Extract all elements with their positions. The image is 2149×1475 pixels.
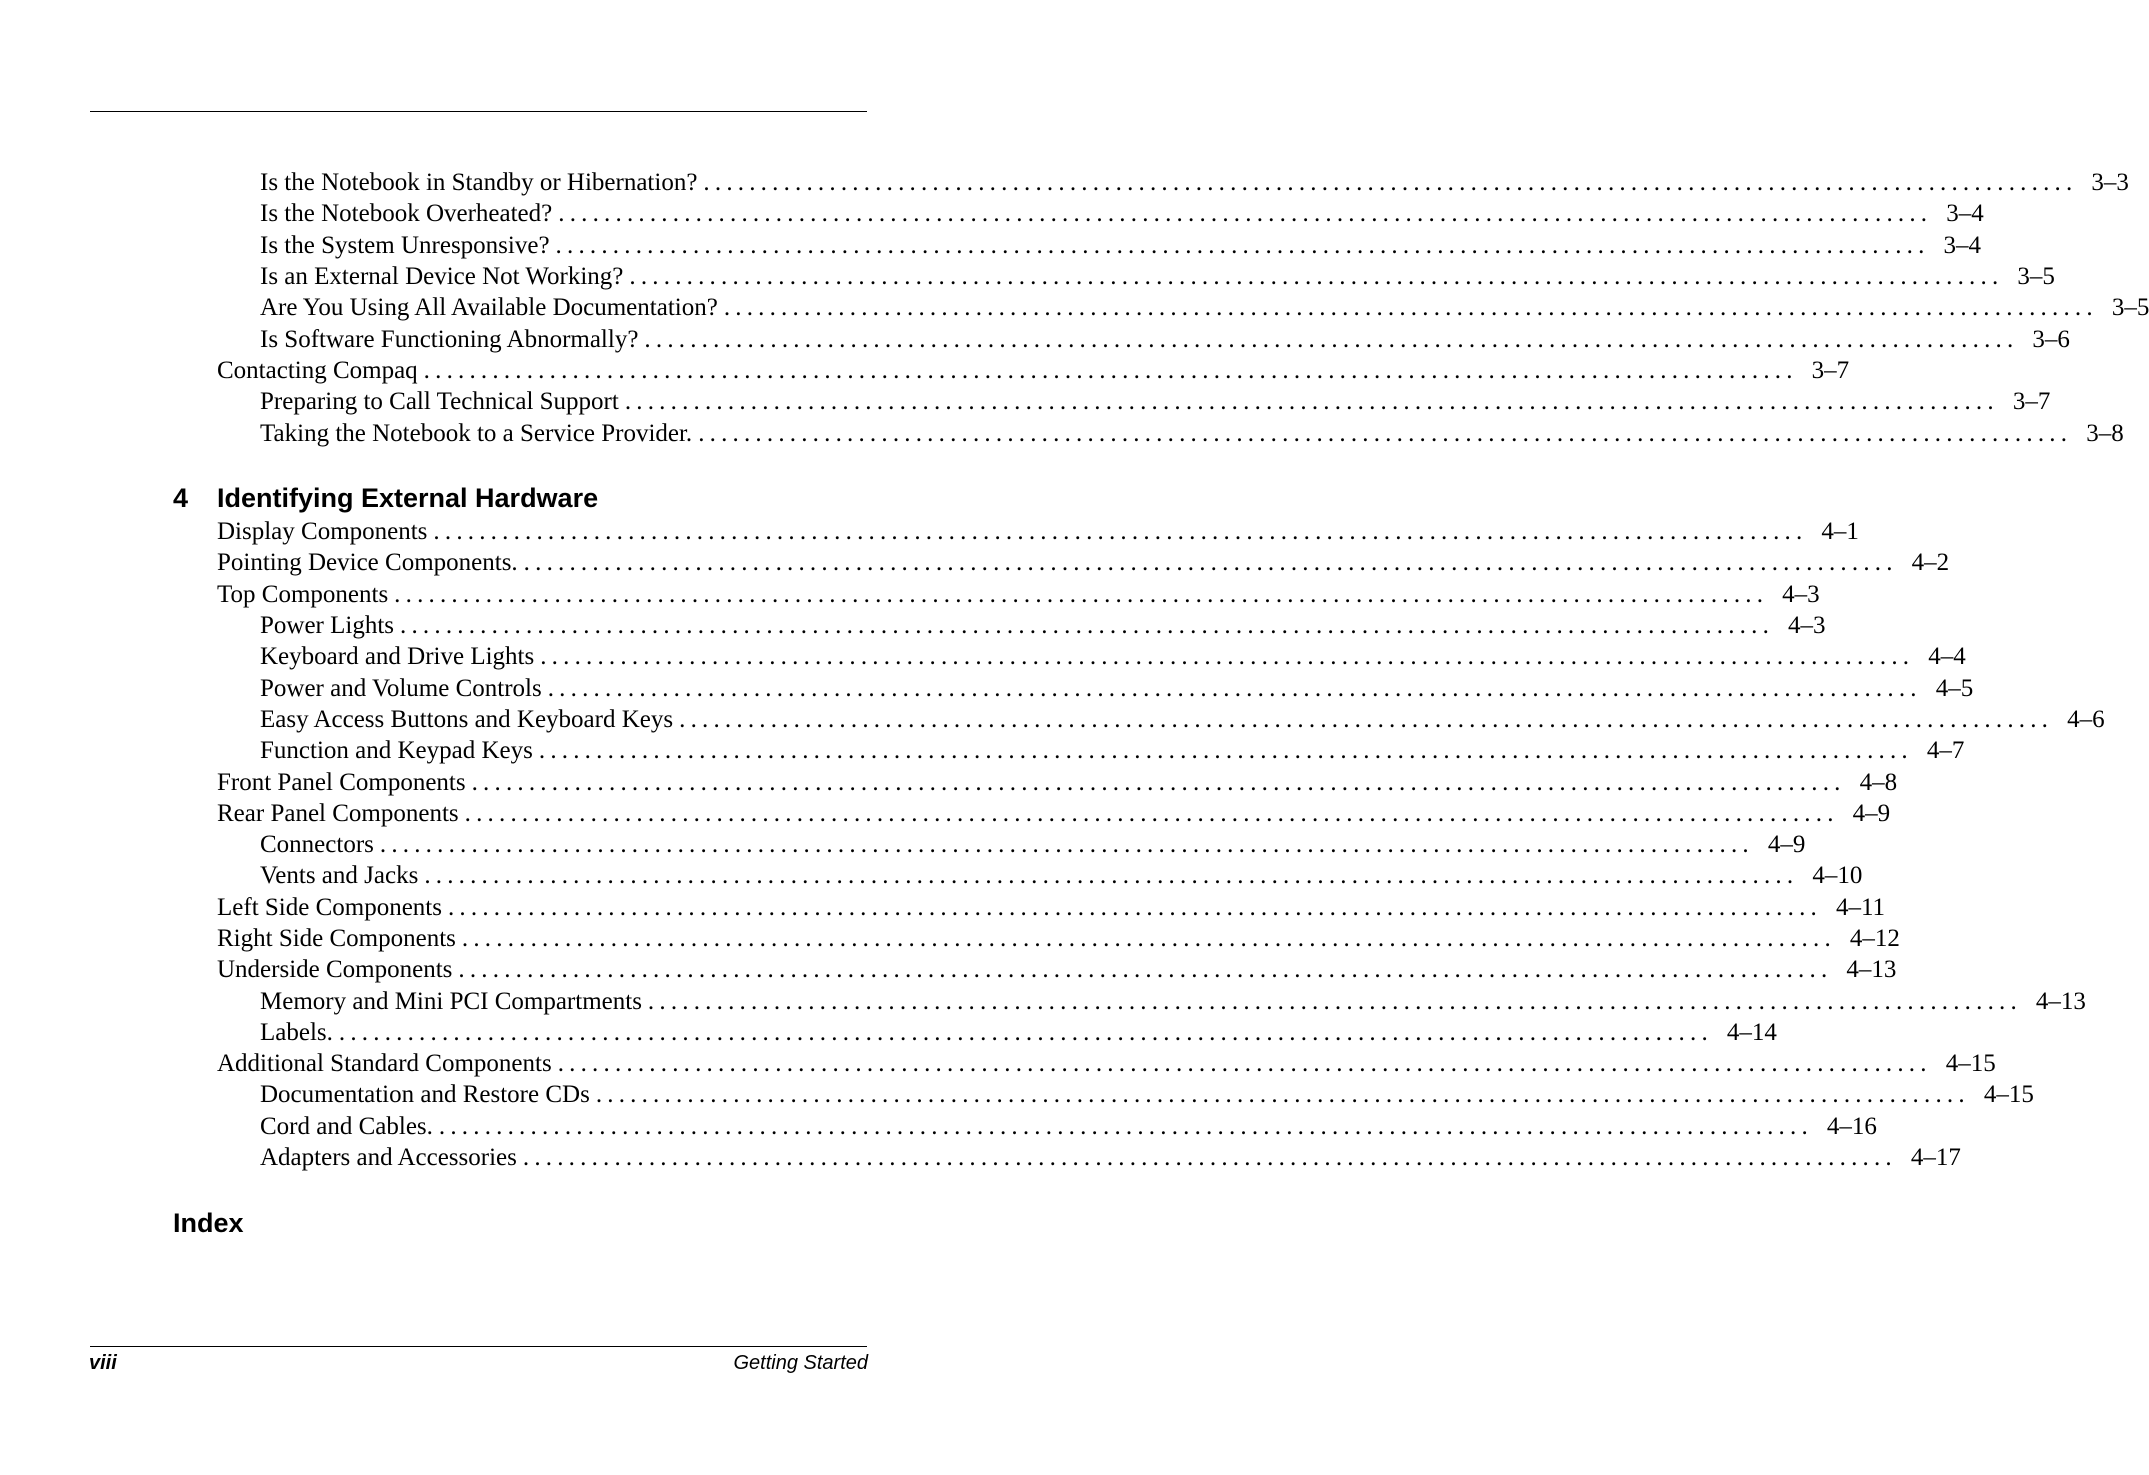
dot-leader: ........................................................................................................................ [394,580,1769,608]
footer-rule [90,1346,867,1347]
toc-entry[interactable] [0,766,1898,797]
toc-entry-page: 3–7 [2012,388,2051,416]
toc-entry-page: 3–7 [1811,356,1850,384]
toc-entry[interactable] [0,323,2070,354]
toc-entry[interactable] [0,230,1982,261]
toc-entry-title: Power Lights [260,612,395,640]
toc-entry-title: Is an External Device Not Working? [260,263,624,291]
toc-entry[interactable] [0,985,2086,1016]
dot-leader: ........................................................................................................................ [558,200,1933,228]
toc-entry-page: 3–8 [2086,419,2124,447]
dot-leader: ........................................................................................................................ [547,674,1922,702]
dot-leader: ........................................................................................................................ [379,831,1754,859]
dot-leader: ........................................................................................................................ [464,799,1839,827]
toc-entry[interactable] [0,292,2149,323]
toc-entry-title: Front Panel Components [217,768,466,796]
dot-leader: ........................................................................................................................ [538,737,1913,765]
dot-leader: ........................................................................................................................ [447,893,1822,921]
toc-entry-title: Right Side Components [217,925,456,952]
toc-entry-page: 4–16 [1826,1112,1877,1140]
toc-entry-page: 4–4 [1928,643,1966,671]
toc-entry[interactable] [0,860,1863,891]
toc-entry-title: Pointing Device Components. [217,549,518,577]
toc-entry-title: Power and Volume Controls [260,674,542,702]
toc-entry[interactable] [0,892,1886,923]
toc-entry-page: 4–15 [1945,1050,1996,1078]
toc-entry-page: 4–9 [1852,799,1891,827]
toc-entry[interactable] [0,704,2105,735]
toc-entry[interactable] [0,610,1826,641]
dot-leader: ........................................................................................................................ [595,1081,1970,1109]
dot-leader: ........................................................................................................................ [629,263,2004,291]
toc-entry[interactable] [0,579,1820,610]
toc-entry-title: Memory and Mini PCI Compartments [260,987,642,1015]
toc-entry-page: 4–12 [1849,925,1900,952]
toc-entry-page: 4–14 [1726,1018,1777,1046]
toc-entry-title: Is the System Unresponsive? [260,231,550,259]
toc-chapter-4-entries [0,516,2105,1173]
toc-entry[interactable] [0,261,2055,292]
index-heading: Index [173,1208,244,1238]
toc-entry-page: 4–2 [1911,549,1950,577]
dot-leader: ........................................................................................................................ [433,518,1808,546]
toc-entry[interactable] [0,1111,1877,1142]
toc-entry[interactable] [0,386,2051,417]
toc-entry-page: 3–4 [1946,200,1984,228]
chapter-4-heading [173,480,598,516]
dot-leader: ........................................................................................................................ [523,549,1898,577]
toc-entry[interactable] [0,516,1859,547]
toc-entry-title: Additional Standard Components [217,1050,552,1078]
toc-entry[interactable] [0,355,1850,386]
toc-entry-page: 4–11 [1835,893,1886,921]
toc-section-3-continued [0,167,2149,449]
dot-leader: ........................................................................................................................ [423,356,1798,384]
dot-leader: ........................................................................................................................ [557,1050,1932,1078]
toc-entry[interactable] [0,1079,2034,1110]
toc-entry-title: Is Software Functioning Abnormally? [260,325,639,353]
toc-entry[interactable] [0,1142,1961,1173]
dot-leader: ........................................................................................................................ [438,1112,1813,1140]
toc-entry-page: 3–6 [2032,325,2070,353]
toc-entry-title: Display Components [217,518,428,546]
toc-entry[interactable] [0,417,2124,448]
footer-page-number: viii [89,1352,117,1374]
toc-entry-title: Underside Components [217,956,453,984]
toc-entry-title: Left Side Components [217,893,442,921]
toc-entry-page: 4–15 [1983,1081,2034,1109]
toc-entry[interactable] [0,641,1966,672]
toc-entry-title: Labels. [260,1018,333,1046]
toc-entry-page: 4–17 [1910,1144,1961,1172]
toc-entry-title: Adapters and Accessories [260,1144,517,1172]
toc-entry[interactable] [0,1048,1996,1079]
toc-entry-title: Rear Panel Components [217,799,459,827]
dot-leader: ........................................................................................................................ [624,388,1999,416]
dot-leader: ........................................................................................................................ [679,705,2054,733]
dot-leader: ........................................................................................................................ [400,612,1775,640]
toc-entry-title: Is the Notebook in Standby or Hibernation? [260,169,698,197]
dot-leader: ........................................................................................................................ [647,987,2022,1015]
toc-entry-page: 3–5 [2017,263,2055,291]
dot-leader: ........................................................................................................................ [338,1018,1713,1046]
toc-entry-title: Is the Notebook Overheated? [260,200,553,228]
toc-entry-title: Function and Keypad Keys [260,737,533,765]
toc-entry-page: 4–3 [1782,580,1820,608]
dot-leader: ........................................................................................................................ [555,231,1930,259]
toc-entry-page: 4–3 [1788,612,1826,640]
toc-entry[interactable] [0,923,1900,954]
chapter-number: 4 [173,483,189,513]
dot-leader: ........................................................................................................................ [723,294,2098,322]
toc-entry-title: Cord and Cables. [260,1112,433,1140]
chapter-title: Identifying External Hardware [217,483,599,513]
toc-entry-title: Taking the Notebook to a Service Provider. [260,419,693,447]
dot-leader: ........................................................................................................................ [458,956,1833,984]
toc-entry-page: 4–9 [1767,831,1806,859]
toc-entry[interactable] [0,954,1897,985]
dot-leader: ........................................................................................................................ [424,862,1799,890]
toc-entry-page: 4–7 [1926,737,1965,765]
toc-entry-title: Connectors [260,831,374,859]
dot-leader: ........................................................................................................................ [698,419,2073,447]
toc-entry[interactable] [0,198,1984,229]
toc-entry-page: 4–13 [2035,987,2086,1015]
toc-entry-title: Documentation and Restore CDs [260,1081,590,1109]
toc-entry-title: Keyboard and Drive Lights [260,643,535,671]
toc-entry-title: Vents and Jacks [260,862,419,890]
toc-entry[interactable] [0,167,2129,198]
toc-entry-page: 4–5 [1935,674,1974,702]
toc-entry[interactable] [0,1017,1777,1048]
dot-leader: ........................................................................................................................ [471,768,1846,796]
toc-entry[interactable] [0,547,1950,578]
toc-entry-page: 4–1 [1821,518,1859,546]
toc-entry-title: Easy Access Buttons and Keyboard Keys [260,705,674,733]
toc-entry[interactable] [0,798,1891,829]
toc-entry-title: Are You Using All Available Documentation? [260,294,718,322]
toc-entry-title: Contacting Compaq [217,356,418,384]
toc-entry-page: 3–4 [1943,231,1982,259]
dot-leader: ........................................................................................................................ [522,1144,1897,1172]
header-rule [90,111,867,112]
toc-entry-page: 3–5 [2111,294,2149,322]
dot-leader: ........................................................................................................................ [703,169,2078,197]
toc-entry-title: Top Components [217,580,389,608]
toc-entry-title: Preparing to Call Technical Support [260,388,619,416]
toc-entry-page: 4–13 [1846,956,1897,984]
toc-entry[interactable] [0,735,1965,766]
toc-entry-page: 3–3 [2091,169,2129,197]
toc-entry[interactable] [0,829,1806,860]
dot-leader: ........................................................................................................................ [540,643,1915,671]
toc-entry[interactable] [0,672,1974,703]
footer-book-title: Getting Started [733,1352,868,1374]
dot-leader: ........................................................................................................................ [461,925,1836,952]
toc-entry-page: 4–8 [1859,768,1898,796]
dot-leader: ........................................................................................................................ [644,325,2019,353]
toc-entry-page: 4–10 [1812,862,1863,890]
toc-entry-page: 4–6 [2067,705,2105,733]
